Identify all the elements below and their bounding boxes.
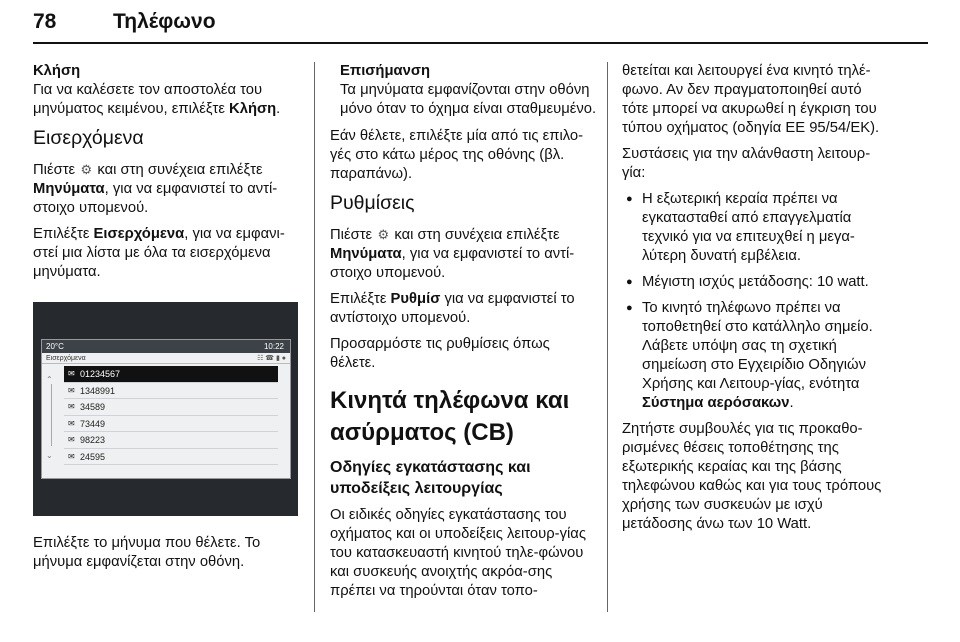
text: , για να εμφανιστεί το αντί-στοιχο υπομενού. xyxy=(330,246,575,281)
message-item: ✉ 73449 xyxy=(64,416,278,433)
list-item xyxy=(622,299,890,413)
screen-title-bar xyxy=(42,353,290,364)
page-number: 78 xyxy=(33,10,57,33)
paragraph xyxy=(33,160,301,218)
column-middle xyxy=(330,62,598,608)
text-bold: Μηνύματα xyxy=(33,181,105,197)
chapter-heading: Κινητά τηλέφωνα και ασύρματος (CB) xyxy=(330,387,570,446)
text: Το κινητό τηλέφωνο πρέπει να τοποθετηθεί στο κατάλληλο σημείο. Λάβετε υπόψη σας τη σχετική σημείωση στο Εγχειρίδιο Οδηγιών Χρήσης και Λειτουρ-γίας, ενότητα xyxy=(642,300,873,392)
section-heading-settings: Ρυθμίσεις xyxy=(330,192,415,214)
temperature: 20°C xyxy=(46,342,64,351)
status-icons: ☷ ☎ ▮ ● xyxy=(257,355,286,362)
screen-status-bar xyxy=(42,340,290,353)
message-item: ✉ 1348991 xyxy=(64,383,278,400)
paragraph xyxy=(330,290,598,328)
text: . xyxy=(789,395,794,411)
scrollbar xyxy=(46,370,56,465)
text: , για να εμφανιστεί το αντί-στοιχο υπομενού. xyxy=(33,181,278,216)
column-divider xyxy=(607,62,608,612)
column-right xyxy=(622,62,890,541)
paragraph: Επιλέξτε το μήνυμα που θέλετε. Το μήνυμα εμφανίζεται στην οθόνη. xyxy=(33,535,261,570)
column-left xyxy=(33,62,301,579)
paragraph xyxy=(33,81,301,119)
text-bold: Σύστημα αερόσακων xyxy=(642,395,790,411)
paragraph xyxy=(330,225,598,283)
home-gear-icon: ⚙ xyxy=(80,162,93,177)
note-title: Επισήμανση xyxy=(340,63,431,79)
scroll-track xyxy=(51,384,52,446)
note-box xyxy=(330,62,598,119)
paragraph: Οι ειδικές οδηγίες εγκατάστασης του οχήματος και οι υποδείξεις λειτουρ-γίας του κατασκευαστή κινητού τηλε-φώνου και συσκευής ανοιχτής ακρόα-σης πρέπει να τηρούνται όταν τοπο- xyxy=(330,507,586,599)
page-title: Τηλέφωνο xyxy=(113,10,216,33)
section-heading-inbox: Εισερχόμενα xyxy=(33,127,144,149)
clock: 10:22 xyxy=(263,342,284,351)
list-item: ● Μέγιστη ισχύς μετάδοσης: 10 watt. xyxy=(622,273,890,292)
text: Πιέστε xyxy=(330,227,377,243)
recommendation-list xyxy=(622,190,890,413)
text-bold: Εισερχόμενα xyxy=(93,226,185,242)
message-item: ✉ 34589 xyxy=(64,399,278,416)
page-header xyxy=(33,8,928,44)
paragraph: Συστάσεις για την αλάνθαστη λειτουρ-γία: xyxy=(622,146,871,181)
paragraph: θετείται και λειτουργεί ένα κινητό τηλέ-φωνο. Αν δεν πραγματοποιηθεί αυτό τότε μπορεί να ακυρωθεί η έγκριση του τύπου οχήματος (οδηγία ΕΕ 95/54/ΕΚ). xyxy=(622,63,880,136)
column-divider xyxy=(314,62,315,612)
message-item: ✉ 01234567 xyxy=(64,366,278,383)
message-list xyxy=(64,366,278,465)
text: για να εμφανιστεί το αντίστοιχο υπομενού. xyxy=(330,291,575,326)
list-item: ● Η εξωτερική κεραία πρέπει να εγκατασταθεί από επαγγελματία τεχνικό για να επιτευχθεί η μεγα-λύτερη δυνατή εμβέλεια. xyxy=(622,190,890,266)
home-gear-icon: ⚙ xyxy=(377,227,390,242)
text: , για να εμφανι-στεί μια λίστα με όλα τα εισερχόμενα μηνύματα. xyxy=(33,226,285,280)
message-item: ✉ 98223 xyxy=(64,432,278,449)
text: και στη συνέχεια επιλέξτε xyxy=(390,227,560,243)
message-item: ✉ 24595 xyxy=(64,449,278,466)
inbox-screenshot xyxy=(33,302,298,516)
text: Για να καλέσετε τον αποστολέα του μηνύματος κειμένου, επιλέξτε xyxy=(33,82,263,117)
text: Επιλέξτε xyxy=(33,226,94,242)
text-bold: Κλήση xyxy=(229,101,277,117)
text-bold: Μηνύματα xyxy=(330,246,402,262)
text: . xyxy=(276,101,281,117)
text: Πιέστε xyxy=(33,162,80,178)
paragraph: Ζητήστε συμβουλές για τις προκαθο-ρισμένες θέσεις τοποθέτησης της εξωτερικής κεραίας και της βάσης τηλεφώνου καθώς και για τους τρόπους χρήσης των συσκευών με ισχύ μετάδοσης άνω των 10 Watt. xyxy=(622,421,882,532)
paragraph: Προσαρμόστε τις ρυθμίσεις όπως θέλετε. xyxy=(330,336,550,371)
note-text: Τα μηνύματα εμφανίζονται στην οθόνη μόνο όταν το όχημα είναι σταθμευμένο. xyxy=(340,82,597,117)
scroll-up-icon: ⌃ xyxy=(46,375,53,384)
paragraph: Εάν θέλετε, επιλέξτε μία από τις επιλο-γές στο κάτω μέρος της οθόνης (βλ. παραπάνω). xyxy=(330,128,584,182)
subsection-heading: Οδηγίες εγκατάστασης και υποδείξεις λειτουργίας xyxy=(330,459,531,497)
paragraph xyxy=(33,225,301,282)
section-heading-klisi: Κλήση xyxy=(33,63,81,79)
infotainment-screen xyxy=(41,339,291,479)
scroll-down-icon: ⌄ xyxy=(46,451,53,460)
text-bold: Ρυθμίσ xyxy=(390,291,441,307)
screen-title: Εισερχόμενα xyxy=(46,355,86,362)
text: και στη συνέχεια επιλέξτε xyxy=(93,162,263,178)
text: Επιλέξτε xyxy=(330,291,391,307)
